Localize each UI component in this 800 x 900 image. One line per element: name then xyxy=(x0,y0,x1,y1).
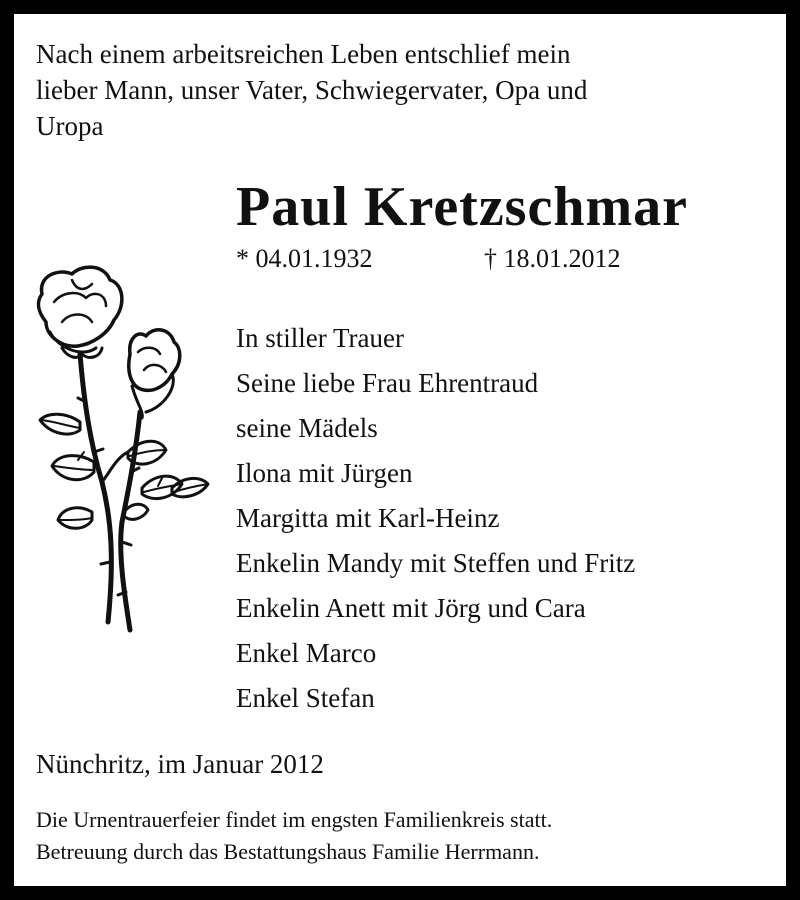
mourner-line: In stiller Trauer xyxy=(236,323,404,353)
death-date: † 18.01.2012 xyxy=(484,244,621,273)
obituary-card xyxy=(14,14,786,886)
birth-date: * 04.01.1932 xyxy=(236,244,373,273)
funeral-note-line-1: Die Urnentrauerfeier findet im engsten Familienkreis statt. xyxy=(36,807,553,832)
intro-line-1: Nach einem arbeitsreichen Leben entschlief mein xyxy=(36,39,571,69)
place-date: Nünchritz, im Januar 2012 xyxy=(36,749,324,779)
life-dates xyxy=(236,242,621,276)
mourner-line: Margitta mit Karl-Heinz xyxy=(236,503,500,533)
deceased-name: Paul Kretzschmar xyxy=(236,176,688,238)
funeral-note-line-2: Betreuung durch das Bestattungshaus Familie Herrmann. xyxy=(36,839,540,864)
mourner-line: Enkel Marco xyxy=(236,638,377,668)
intro-line-2: lieber Mann, unser Vater, Schwiegervater, Opa und xyxy=(36,75,588,105)
intro-text xyxy=(36,36,776,144)
funeral-notes xyxy=(36,804,552,868)
mourner-line: Ilona mit Jürgen xyxy=(236,458,413,488)
rose-icon xyxy=(32,262,212,642)
mourner-line: seine Mädels xyxy=(236,413,378,443)
mourner-line: Enkelin Anett mit Jörg und Cara xyxy=(236,593,586,623)
intro-line-3: Uropa xyxy=(36,111,104,141)
mourner-line: Seine liebe Frau Ehrentraud xyxy=(236,368,539,398)
mourners-list xyxy=(236,316,635,721)
mourner-line: Enkelin Mandy mit Steffen und Fritz xyxy=(236,548,636,578)
mourner-line: Enkel Stefan xyxy=(236,683,375,713)
